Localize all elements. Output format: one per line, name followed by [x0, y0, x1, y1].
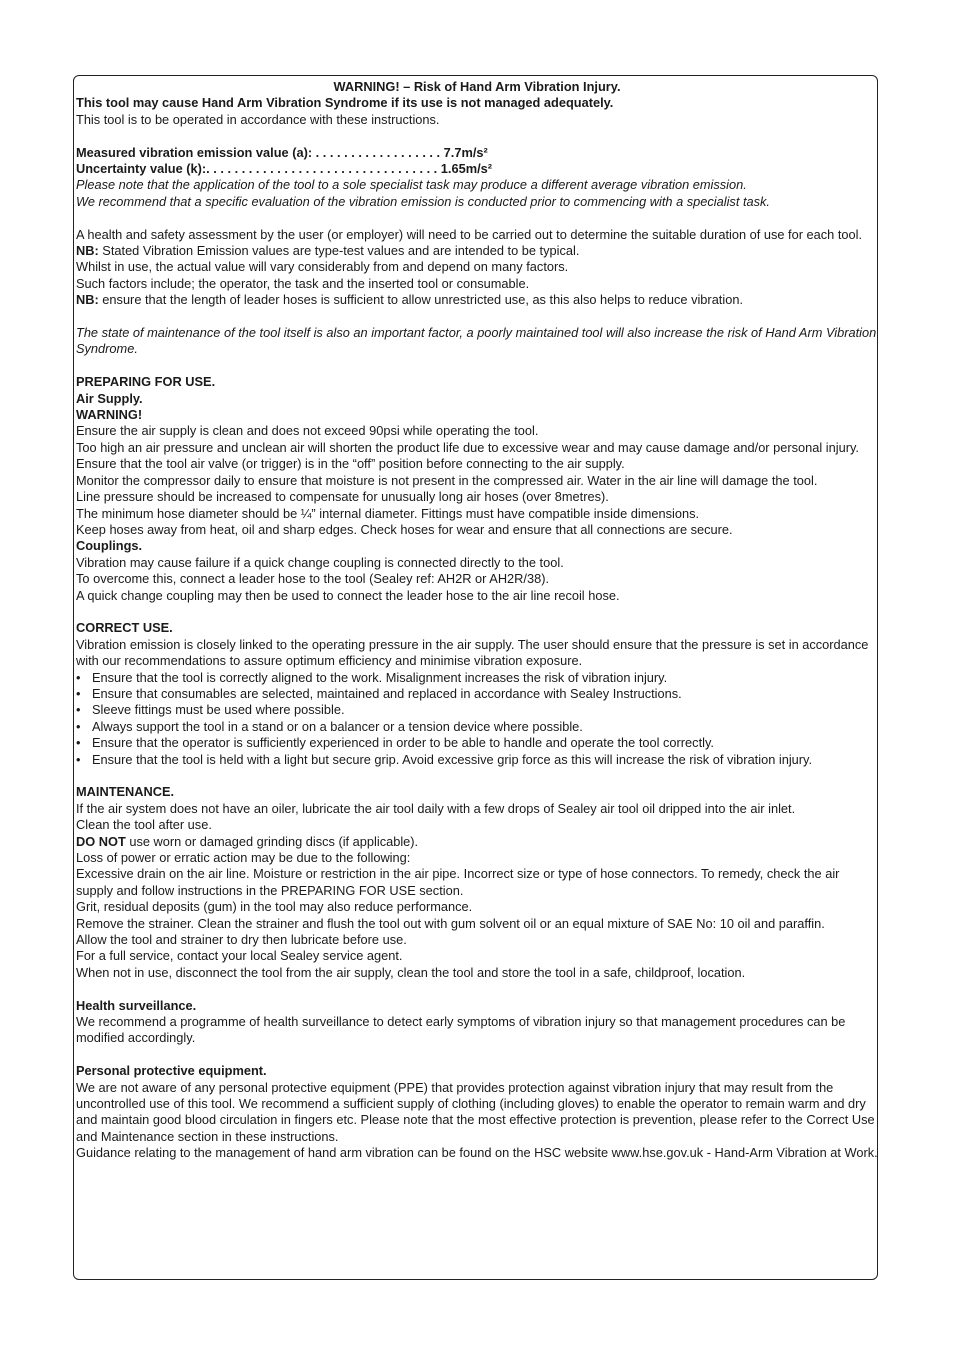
- health-text: We recommend a programme of health surveillance to detect early symptoms of vibration injury so that management procedures can be modified accordingly.: [76, 1014, 846, 1046]
- couplings-line: Vibration may cause failure if a quick change coupling is connected directly to the tool.: [76, 554, 564, 570]
- section-heading-correct-use: CORRECT USE.: [76, 620, 173, 636]
- guidance-text: Guidance relating to the management of hand arm vibration can be found on the HSC website www.hse.gov.uk - Hand-Arm Vibration at Work.: [76, 1145, 878, 1161]
- subheading-warning: WARNING!: [76, 407, 143, 423]
- warning-title: WARNING! – Risk of Hand Arm Vibration Injury.: [333, 79, 621, 94]
- nb-note-1: [76, 243, 878, 259]
- bullet-icon: •: [76, 718, 81, 734]
- do-not-label: DO NOT: [76, 833, 126, 849]
- emission-value: Measured vibration emission value (a): . . . . . . . . . . . . . . . . . . 7.7m/s²: [76, 144, 488, 160]
- factors-text: Such factors include; the operator, the task and the inserted tool or consumable.: [76, 275, 530, 291]
- bullet-icon: •: [76, 735, 81, 751]
- nb-label: NB:: [76, 243, 99, 259]
- maintenance-line: Excessive drain on the air line. Moisture or restriction in the air pipe. Incorrect size or type of hose connectors. To remedy, check the air supply and follow instructions in the PREPARING FOR USE section.: [76, 866, 840, 898]
- bullet-icon: •: [76, 685, 81, 701]
- maintenance-line: Clean the tool after use.: [76, 817, 212, 833]
- list-item-text: Ensure that consumables are selected, maintained and replaced in accordance with Sealey Instructions.: [92, 685, 682, 701]
- preparing-line: Ensure that the tool air valve (or trigger) is in the “off” position before connecting to the air supply.: [76, 456, 625, 472]
- list-item-text: Ensure that the tool is correctly aligned to the work. Misalignment increases the risk of vibration injury.: [92, 669, 668, 685]
- warning-subtitle: This tool may cause Hand Arm Vibration Syndrome if its use is not managed adequately.: [76, 95, 614, 111]
- couplings-line: A quick change coupling may then be used to connect the leader hose to the air line recoil hose.: [76, 587, 620, 603]
- maintenance-line: When not in use, disconnect the tool from the air supply, clean the tool and store the tool in a safe, childproof, location.: [76, 964, 746, 980]
- uncertainty-value: Uncertainty value (k):. . . . . . . . . . . . . . . . . . . . . . . . . . . . . . . . . 1.65m/s²: [76, 161, 493, 177]
- list-item-text: Ensure that the operator is sufficiently experienced in order to be able to handle and operate the tool correctly.: [92, 735, 714, 751]
- list-item: [76, 670, 878, 686]
- bullet-icon: •: [76, 702, 81, 718]
- document-body: [76, 79, 878, 1162]
- ppe-text: We are not aware of any personal protective equipment (PPE) that provides protection against vibration injury that may result from the uncontrolled use of this tool. We recommend a sufficient supply of clothing (including gloves) to enable the operator to remain warm and dry and maintain good blood circulation in fingers etc. Please note that the most effective protection is prevention, please refer to the Correct Use and Maintenance section in these instructions.: [76, 1079, 875, 1144]
- subheading-air-supply: Air Supply.: [76, 390, 143, 406]
- section-heading-health: Health surveillance.: [76, 997, 197, 1013]
- nb-text: ensure that the length of leader hoses is sufficient to allow unrestricted use, as this also helps to reduce vibration.: [98, 292, 743, 308]
- correct-use-intro: Vibration emission is closely linked to the operating pressure in the air supply. The user should ensure that the pressure is set in accordance with our recommendations to assure optimum efficiency and minimise vibration exposure.: [76, 636, 869, 669]
- italic-note-1: Please note that the application of the tool to a sole specialist task may produce a different average vibration emission.: [76, 177, 747, 193]
- preparing-line: Ensure the air supply is clean and does not exceed 90psi while operating the tool.: [76, 423, 539, 439]
- intro-text: This tool is to be operated in accordance with these instructions.: [76, 111, 440, 127]
- maintenance-line: Remove the strainer. Clean the strainer and flush the tool out with gum solvent oil or an equal mixture of SAE No: 10 oil and paraffin.: [76, 915, 825, 931]
- preparing-line: The minimum hose diameter should be ¼” internal diameter. Fittings must have compatible inside dimensions.: [76, 505, 700, 521]
- list-item: [76, 719, 878, 735]
- subheading-couplings: Couplings.: [76, 538, 143, 554]
- nb-label: NB:: [76, 292, 99, 308]
- list-item: [76, 702, 878, 718]
- nb-text: Stated Vibration Emission values are type-test values and are intended to be typical.: [98, 243, 580, 259]
- italic-note-2: We recommend that a specific evaluation of the vibration emission is conducted prior to commencing with a specialist task.: [76, 193, 770, 209]
- maintenance-line: Grit, residual deposits (gum) in the tool may also reduce performance.: [76, 899, 473, 915]
- maintenance-line: For a full service, contact your local Sealey service agent.: [76, 948, 403, 964]
- preparing-line: Monitor the compressor daily to ensure that moisture is not present in the compressed air. Water in the air line will damage the tool.: [76, 472, 818, 488]
- bullet-icon: •: [76, 669, 81, 685]
- do-not-line: [76, 834, 878, 850]
- list-item: [76, 752, 878, 768]
- section-heading-preparing: PREPARING FOR USE.: [76, 374, 216, 390]
- preparing-line: Keep hoses away from heat, oil and sharp edges. Check hoses for wear and ensure that all connections are secure.: [76, 521, 733, 537]
- whilst-text: Whilst in use, the actual value will vary considerably from and depend on many factors.: [76, 259, 569, 275]
- list-item-text: Ensure that the tool is held with a light but secure grip. Avoid excessive grip force as this will increase the risk of vibration injury.: [92, 751, 813, 767]
- maintenance-line: Allow the tool and strainer to dry then lubricate before use.: [76, 932, 407, 948]
- couplings-line: To overcome this, connect a leader hose to the tool (Sealey ref: AH2R or AH2R/38).: [76, 571, 550, 587]
- preparing-line: Too high an air pressure and unclean air will shorten the product life due to excessive wear and may cause damage and/or personal injury.: [76, 439, 859, 455]
- list-item: [76, 686, 878, 702]
- list-item: [76, 735, 878, 751]
- list-item-text: Sleeve fittings must be used where possible.: [92, 702, 345, 718]
- nb-note-2: [76, 292, 878, 308]
- bullet-icon: •: [76, 751, 81, 767]
- do-not-text: use worn or damaged grinding discs (if applicable).: [125, 833, 419, 849]
- preparing-line: Line pressure should be increased to compensate for unusually long air hoses (over 8metres).: [76, 489, 609, 505]
- list-item-text: Always support the tool in a stand or on a balancer or a tension device where possible.: [92, 718, 583, 734]
- section-heading-maintenance: MAINTENANCE.: [76, 784, 175, 800]
- assessment-text: A health and safety assessment by the user (or employer) will need to be carried out to determine the suitable duration of use for each tool.: [76, 226, 863, 242]
- maintenance-italic-note: The state of maintenance of the tool itself is also an important factor, a poorly maintained tool will also increase the risk of Hand Arm Vibration Syndrome.: [76, 325, 877, 357]
- maintenance-line: Loss of power or erratic action may be due to the following:: [76, 850, 411, 865]
- maintenance-line: If the air system does not have an oiler, lubricate the air tool daily with a few drops of Sealey air tool oil dripped into the air inlet.: [76, 800, 796, 816]
- section-heading-ppe: Personal protective equipment.: [76, 1063, 267, 1079]
